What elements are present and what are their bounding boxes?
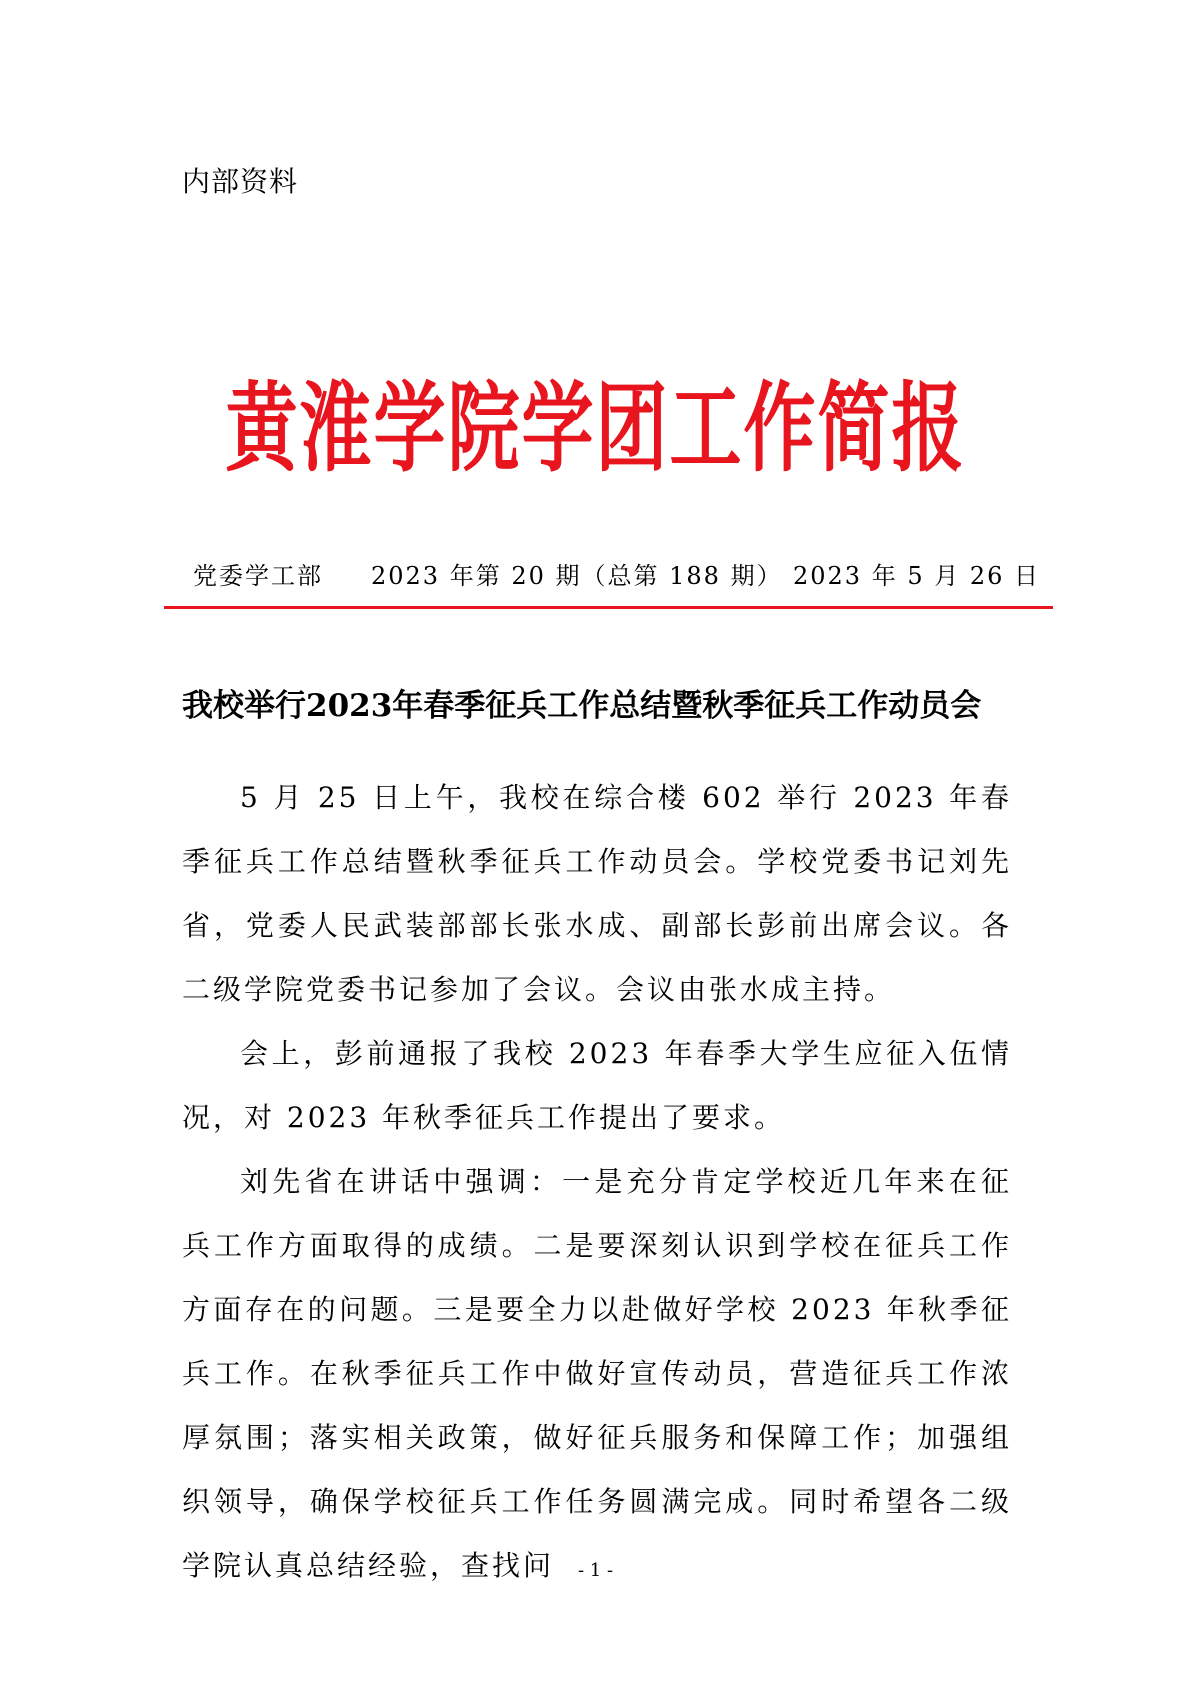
page-number: - 1 -: [577, 1560, 614, 1581]
article-body: [182, 766, 1012, 1598]
paragraph: 会上，彭前通报了我校 2023 年春季大学生应征入伍情况，对 2023 年秋季征兵工作提出了要求。: [182, 1037, 1012, 1134]
department-label: 党委学工部: [193, 562, 323, 590]
issue-number: 2023 年第 20 期（总第 188 期）: [371, 562, 783, 590]
header-divider: [164, 606, 1053, 609]
paragraph: 5 月 25 日上午，我校在综合楼 602 举行 2023 年春季征兵工作总结暨秋季征兵工作动员会。学校党委书记刘先省，党委人民武装部部长张水成、副部长彭前出席会议。各二级学院党委书记参加了会议。会议由张水成主持。: [182, 781, 1012, 1006]
confidential-label: 内部资料: [182, 165, 299, 198]
issue-date: 2023 年 5 月 26 日: [793, 562, 1041, 590]
masthead-title: 黄淮学院学团工作简报: [225, 371, 966, 485]
paragraph: 刘先省在讲话中强调：一是充分肯定学校近几年来在征兵工作方面取得的成绩。二是要深刻认识到学校在征兵工作方面存在的问题。三是要全力以赴做好学校 2023 年秋季征兵工作。在秋季征兵工作中做好宣传动员，营造征兵工作浓厚氛围；落实相关政策，做好征兵服务和保障工作；加强组织领导，确保学校征兵工作任务圆满完成。同时希望各二级学院认真总结经验，查找问: [182, 1165, 1012, 1582]
article-title: 我校举行2023年春季征兵工作总结暨秋季征兵工作动员会: [182, 688, 982, 724]
